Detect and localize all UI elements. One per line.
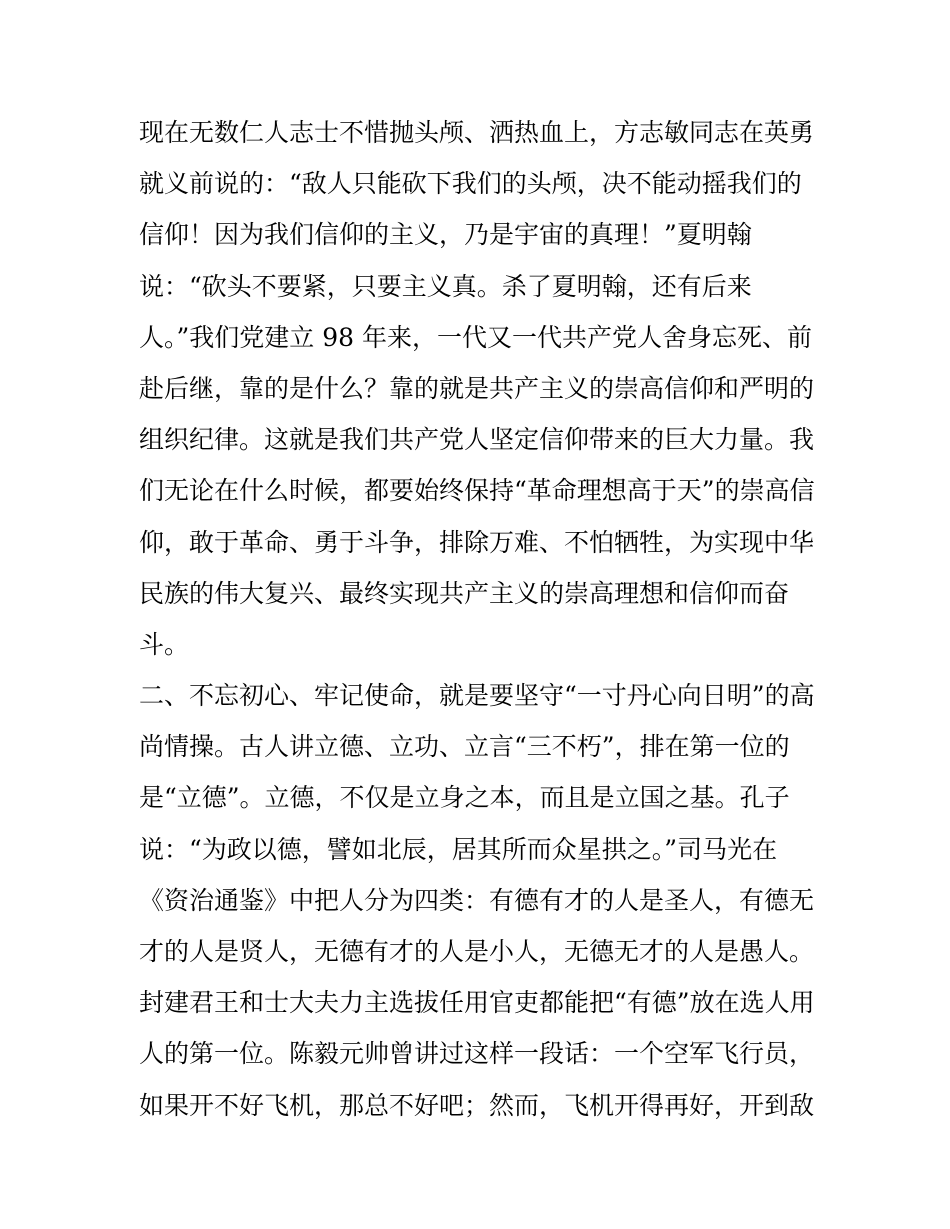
text-line: 说：“为政以德，譬如北辰，居其所而众星拱之。”司马光在 bbox=[139, 834, 778, 864]
document-body bbox=[139, 107, 829, 1131]
text-line: 是“立德”。立德，不仅是立身之本，而且是立国之基。孔子 bbox=[139, 783, 790, 813]
text-line: 就义前说的：“敌人只能砍下我们的头颅，决不能动摇我们的 bbox=[139, 169, 802, 199]
text-line: 们无论在什么时候，都要始终保持“革命理想高于天”的崇高信 bbox=[139, 476, 815, 506]
text-line: 如果开不好飞机，那总不好吧；然而，飞机开得再好，开到敌 bbox=[139, 1090, 815, 1120]
text-line: 说：“砍头不要紧，只要主义真。杀了夏明翰，还有后来 bbox=[139, 271, 752, 301]
text-line: 仰，敢于革命、勇于斗争，排除万难、不怕牺牲，为实现中华 bbox=[139, 527, 815, 557]
text-line: 二、不忘初心、牢记使命，就是要坚守“一寸丹心向日明”的高 bbox=[139, 681, 815, 711]
text-line: 现在无数仁人志士不惜抛头颅、洒热血上，方志敏同志在英勇 bbox=[139, 118, 815, 147]
text-line: 才的人是贤人，无德有才的人是小人，无德无才的人是愚人。 bbox=[139, 937, 815, 966]
text-line: 民族的伟大复兴、最终实现共产主义的崇高理想和信仰而奋 bbox=[139, 578, 790, 608]
text-line: 信仰！因为我们信仰的主义，乃是宇宙的真理！”夏明翰 bbox=[139, 220, 752, 250]
text-line: 封建君王和士大夫力主选拔任用官吏都能把“有德”放在选人用 bbox=[139, 988, 815, 1018]
text-line: 尚情操。古人讲立德、立功、立言“三不朽”，排在第一位的 bbox=[139, 732, 790, 762]
text-line: 赴后继，靠的是什么？靠的就是共产主义的崇高信仰和严明的 bbox=[139, 373, 815, 403]
text-line: 斗。 bbox=[139, 629, 190, 659]
text-line: 《资治通鉴》中把人分为四类：有德有才的人是圣人，有德无 bbox=[139, 885, 815, 915]
text-line: 人的第一位。陈毅元帅曾讲过这样一段话：一个空军飞行员， bbox=[139, 1039, 815, 1069]
text-line: 组织纪律。这就是我们共产党人坚定信仰带来的巨大力量。我 bbox=[139, 425, 815, 455]
text-line: 人。”我们党建立 98 年来，一代又一代共产党人舍身忘死、前 bbox=[139, 322, 812, 352]
